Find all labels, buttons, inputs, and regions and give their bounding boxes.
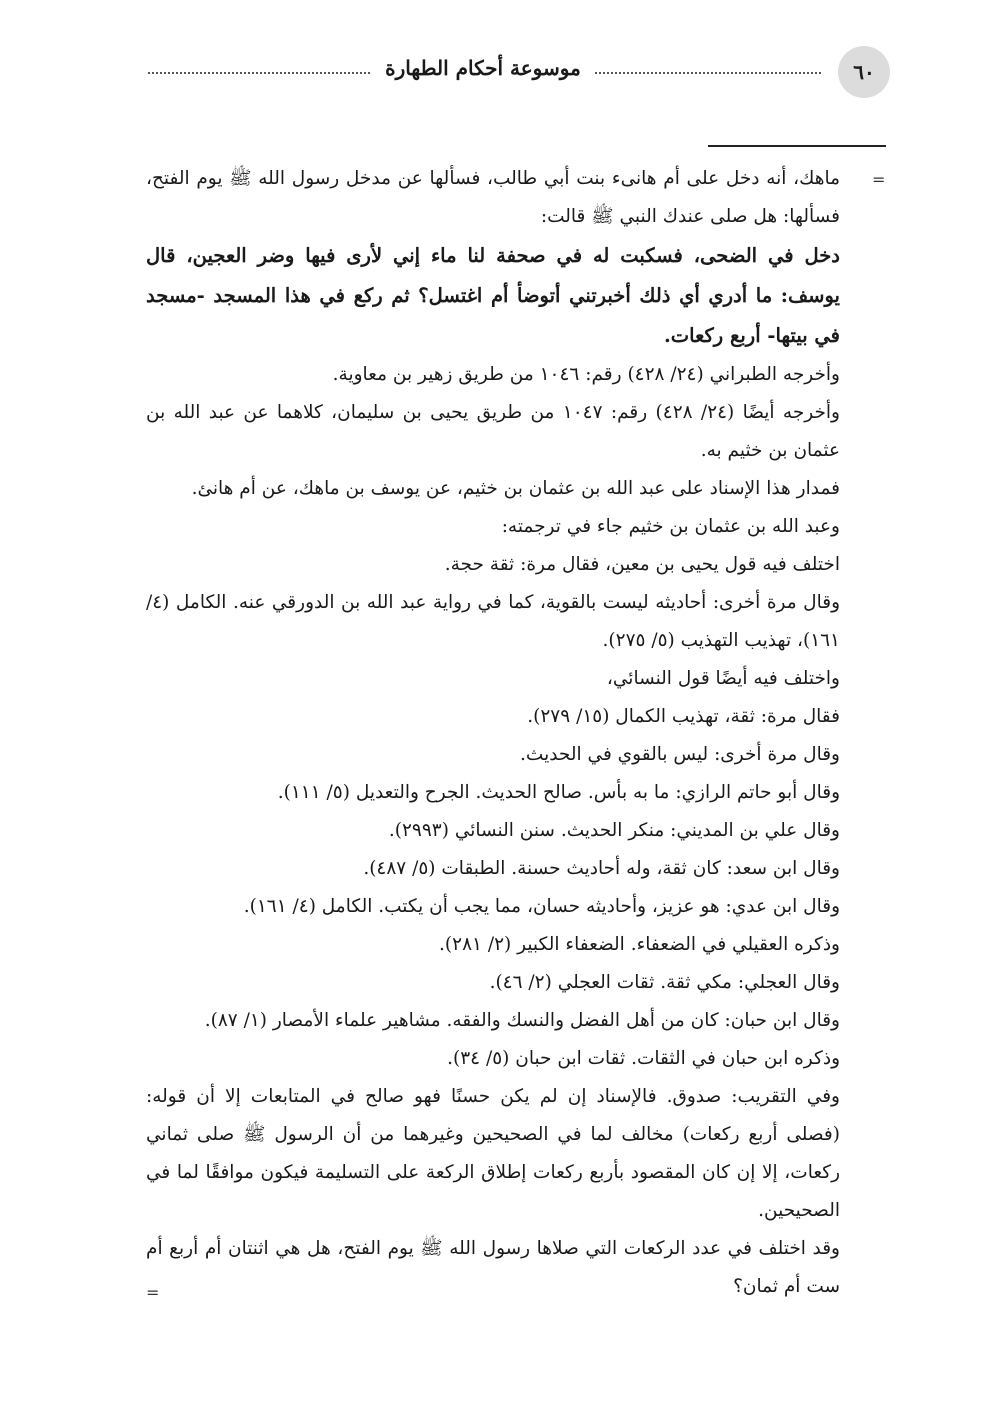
paragraph-8: وقال مرة أخرى: أحاديثه ليست بالقوية، كما في رواية عبد الله بن الدورقي عنه. الكامل (٤/ ١٦١)، تهذيب التهذيب (٥/ ٢٧٥).: [146, 592, 840, 651]
paragraph-7: اختلف فيه قول يحيى بن معين، فقال مرة: ثقة حجة.: [444, 554, 840, 575]
paragraph-16: وذكره العقيلي في الضعفاء. الضعفاء الكبير (٢/ ٢٨١).: [439, 934, 840, 955]
paragraph-13: وقال علي بن المديني: منكر الحديث. سنن النسائي (٢٩٩٣).: [388, 820, 840, 841]
footnote-continuation-marker-start: =: [872, 170, 886, 189]
page-number: ٦٠: [853, 60, 875, 84]
running-title: موسوعة أحكام الطهارة: [385, 56, 581, 80]
paragraph-1: ماهك، أنه دخل على أم هانىء بنت أبي طالب، فسألها عن مدخل رسول الله ﷺ يوم الفتح، فسألها: هل صلى عندك النبي ﷺ قالت:: [146, 168, 840, 227]
paragraph-11: وقال مرة أخرى: ليس بالقوي في الحديث.: [520, 744, 840, 765]
page-header: [140, 42, 890, 98]
page-number-badge: [838, 46, 890, 98]
footnote-separator-rule: [708, 145, 886, 147]
paragraph-10: فقال مرة: ثقة، تهذيب الكمال (١٥/ ٢٧٩).: [527, 706, 840, 727]
paragraph-6: وعبد الله بن عثمان بن خثيم جاء في ترجمته:: [501, 516, 840, 537]
paragraph-12: وقال أبو حاتم الرازي: ما به بأس. صالح الحديث. الجرح والتعديل (٥/ ١١١).: [277, 782, 840, 803]
paragraph-4: وأخرجه أيضًا (٢٤/ ٤٢٨) رقم: ١٠٤٧ من طريق يحيى بن سليمان، كلاهما عن عبد الله بن عثمان بن خثيم به.: [146, 402, 840, 461]
footnote-body: [146, 160, 840, 1306]
paragraph-17: وقال العجلي: مكي ثقة. ثقات العجلي (٢/ ٤٦).: [489, 972, 840, 993]
footnote-continuation-marker-end: =: [146, 1283, 160, 1302]
paragraph-15: وقال ابن عدي: هو عزيز، وأحاديثه حسان، مما يجب أن يكتب. الكامل (٤/ ١٦١).: [243, 896, 840, 917]
paragraph-3: وأخرجه الطبراني (٢٤/ ٤٢٨) رقم: ١٠٤٦ من طريق زهير بن معاوية.: [332, 364, 840, 385]
paragraph-20: وفي التقريب: صدوق. فالإسناد إن لم يكن حسنًا فهو صالح في المتابعات إلا أن قوله: (فصلى أربع ركعات) مخالف لما في الصحيحين وغيرهما من أن الرسول ﷺ صلى ثماني ركعات، إلا إن كان المقصود بأربع ركعات إطلاق الركعة على التسليمة فيكون موافقًا لما في الصحيحين.: [146, 1086, 840, 1221]
paragraph-21: وقد اختلف في عدد الركعات التي صلاها رسول الله ﷺ يوم الفتح، هل هي اثنتان أم أربع أم ست أم ثمان؟: [146, 1238, 840, 1297]
header-dotted-leader-right: [595, 72, 821, 74]
hadith-quote: دخل في الضحى، فسكبت له في صحفة لنا ماء إني لأرى فيها وضر العجين، قال يوسف: ما أدري أي ذلك أخبرتني أتوضأ أم اغتسل؟ ثم ركع في هذا المسجد -مسجد في بيتها- أربع ركعات.: [146, 244, 840, 347]
paragraph-14: وقال ابن سعد: كان ثقة، وله أحاديث حسنة. الطبقات (٥/ ٤٨٧).: [363, 858, 840, 879]
paragraph-5: فمدار هذا الإسناد على عبد الله بن عثمان بن خثيم، عن يوسف بن ماهك، عن أم هانئ.: [191, 478, 840, 499]
paragraph-9: واختلف فيه أيضًا قول النسائي،: [606, 668, 840, 689]
paragraph-19: وذكره ابن حبان في الثقات. ثقات ابن حبان (٥/ ٣٤).: [447, 1048, 840, 1069]
paragraph-18: وقال ابن حبان: كان من أهل الفضل والنسك والفقه. مشاهير علماء الأمصار (١/ ٨٧).: [204, 1010, 840, 1031]
header-dotted-leader-left: [148, 72, 370, 74]
